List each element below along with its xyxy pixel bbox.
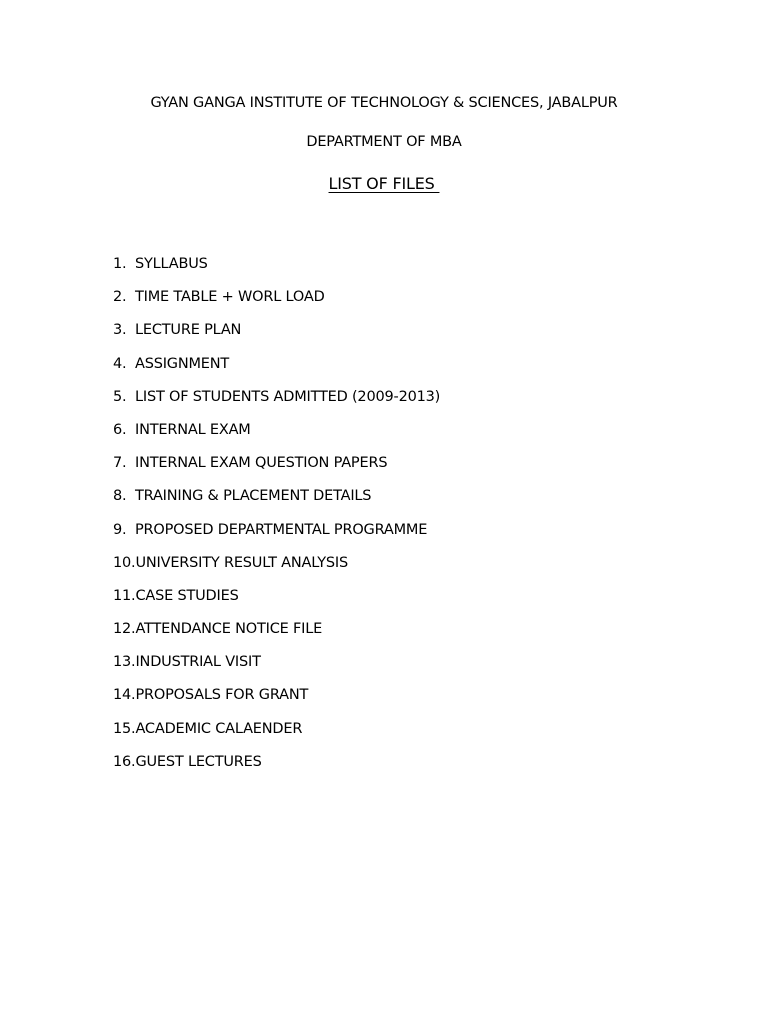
file-label: GUEST LECTURES [135,753,262,770]
file-number: 16. [113,753,136,770]
file-label: ACADEMIC CALAENDER [135,720,303,737]
file-number: 4. [113,355,127,372]
file-label: PROPOSED DEPARTMENTAL PROGRAMME [135,521,428,538]
file-item-3 [113,322,440,355]
file-item-6 [113,422,440,455]
file-item-9 [113,522,440,555]
file-item-13 [113,654,440,687]
file-list [113,256,440,787]
file-number: 8. [113,488,127,505]
file-item-7 [113,455,440,488]
file-label: INTERNAL EXAM [135,421,251,438]
file-item-1 [113,256,440,289]
file-number: 3. [113,322,127,339]
file-number: 12. [113,621,136,638]
file-label: INTERNAL EXAM QUESTION PAPERS [135,455,388,472]
institute-heading: GYAN GANGA INSTITUTE OF TECHNOLOGY & SCIENCES, JABALPUR [150,95,618,111]
file-item-16 [113,754,440,787]
file-item-5 [113,389,440,422]
file-label: ASSIGNMENT [135,355,230,372]
file-label: TRAINING & PLACEMENT DETAILS [135,488,372,505]
file-number: 9. [113,521,127,538]
list-title: LIST OF FILES [328,174,440,193]
file-number: 13. [113,654,136,671]
file-number: 15. [113,720,136,737]
file-number: 14. [113,687,136,704]
file-item-15 [113,721,440,754]
department-heading: DEPARTMENT OF MBA [306,134,462,150]
file-item-11 [113,588,440,621]
file-item-10 [113,555,440,588]
file-label: SYLLABUS [135,256,208,272]
file-item-14 [113,687,440,720]
file-number: 5. [113,388,127,405]
file-item-4 [113,356,440,389]
file-number: 1. [113,256,127,272]
file-item-12 [113,621,440,654]
file-number: 7. [113,455,127,472]
file-label: PROPOSALS FOR GRANT [135,687,309,704]
file-number: 11. [113,587,136,604]
file-item-8 [113,488,440,521]
file-number: 2. [113,289,127,306]
file-number: 6. [113,421,127,438]
file-label: LIST OF STUDENTS ADMITTED (2009-2013) [135,388,441,405]
file-item-2 [113,289,440,322]
file-label: ATTENDANCE NOTICE FILE [135,621,323,638]
file-label: TIME TABLE + WORL LOAD [135,289,325,306]
file-label: LECTURE PLAN [135,322,242,339]
file-label: INDUSTRIAL VISIT [135,654,261,671]
file-label: UNIVERSITY RESULT ANALYSIS [135,554,348,571]
file-label: CASE STUDIES [135,587,239,604]
file-number: 10. [113,554,136,571]
